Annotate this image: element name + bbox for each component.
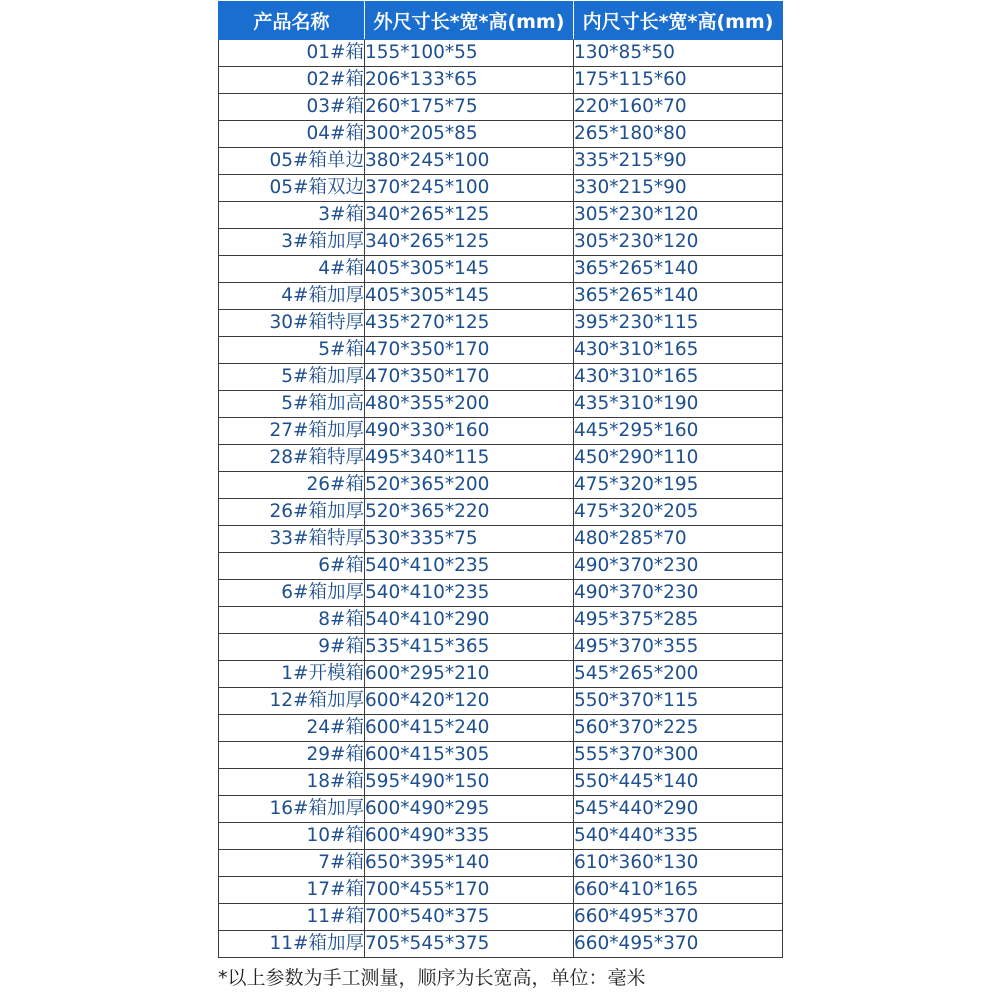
inner-size-cell: 475*320*195 — [574, 472, 783, 499]
product-name-cell: 9#箱 — [219, 634, 365, 661]
table-row — [219, 850, 783, 877]
outer-size-cell: 405*305*145 — [365, 283, 574, 310]
inner-size-cell: 610*360*130 — [574, 850, 783, 877]
table-header-row — [219, 2, 783, 40]
inner-size-cell: 660*495*370 — [574, 904, 783, 931]
product-name-cell: 6#箱加厚 — [219, 580, 365, 607]
outer-size-cell: 540*410*290 — [365, 607, 574, 634]
product-name-cell: 27#箱加厚 — [219, 418, 365, 445]
product-name-cell: 17#箱 — [219, 877, 365, 904]
product-name-cell: 24#箱 — [219, 715, 365, 742]
outer-size-cell: 380*245*100 — [365, 148, 574, 175]
product-name-cell: 26#箱 — [219, 472, 365, 499]
product-name-cell: 5#箱 — [219, 337, 365, 364]
product-name-cell: 18#箱 — [219, 769, 365, 796]
outer-size-cell: 405*305*145 — [365, 256, 574, 283]
inner-size-cell: 660*410*165 — [574, 877, 783, 904]
inner-size-cell: 365*265*140 — [574, 256, 783, 283]
inner-size-cell: 430*310*165 — [574, 364, 783, 391]
table-row — [219, 445, 783, 472]
table-row — [219, 607, 783, 634]
inner-size-cell: 435*310*190 — [574, 391, 783, 418]
product-name-cell: 16#箱加厚 — [219, 796, 365, 823]
outer-size-cell: 370*245*100 — [365, 175, 574, 202]
table-row — [219, 472, 783, 499]
table-row — [219, 121, 783, 148]
table-row — [219, 526, 783, 553]
table-row — [219, 364, 783, 391]
product-name-cell: 1#开模箱 — [219, 661, 365, 688]
table-row — [219, 742, 783, 769]
outer-size-cell: 700*455*170 — [365, 877, 574, 904]
product-name-cell: 3#箱 — [219, 202, 365, 229]
table-row — [219, 688, 783, 715]
table-row — [219, 283, 783, 310]
table-row — [219, 94, 783, 121]
inner-size-cell: 545*440*290 — [574, 796, 783, 823]
product-name-cell: 28#箱特厚 — [219, 445, 365, 472]
inner-size-cell: 130*85*50 — [574, 40, 783, 67]
product-name-cell: 02#箱 — [219, 67, 365, 94]
outer-size-cell: 600*490*295 — [365, 796, 574, 823]
inner-size-cell: 550*445*140 — [574, 769, 783, 796]
table-row — [219, 418, 783, 445]
table-row — [219, 661, 783, 688]
product-name-cell: 05#箱单边 — [219, 148, 365, 175]
table-row — [219, 769, 783, 796]
table-row — [219, 499, 783, 526]
outer-size-cell: 435*270*125 — [365, 310, 574, 337]
product-name-cell: 33#箱特厚 — [219, 526, 365, 553]
inner-size-cell: 305*230*120 — [574, 229, 783, 256]
inner-size-cell: 335*215*90 — [574, 148, 783, 175]
inner-size-cell: 430*310*165 — [574, 337, 783, 364]
table-row — [219, 391, 783, 418]
table-row — [219, 67, 783, 94]
product-name-cell: 26#箱加厚 — [219, 499, 365, 526]
outer-size-cell: 650*395*140 — [365, 850, 574, 877]
outer-size-cell: 535*415*365 — [365, 634, 574, 661]
inner-size-cell: 475*320*205 — [574, 499, 783, 526]
table-row — [219, 823, 783, 850]
outer-size-cell: 600*415*240 — [365, 715, 574, 742]
outer-size-cell: 155*100*55 — [365, 40, 574, 67]
inner-size-cell: 445*295*160 — [574, 418, 783, 445]
inner-size-cell: 305*230*120 — [574, 202, 783, 229]
inner-size-cell: 450*290*110 — [574, 445, 783, 472]
table-row — [219, 796, 783, 823]
inner-size-cell: 555*370*300 — [574, 742, 783, 769]
outer-size-cell: 206*133*65 — [365, 67, 574, 94]
outer-size-cell: 600*415*305 — [365, 742, 574, 769]
table-row — [219, 715, 783, 742]
outer-size-cell: 470*350*170 — [365, 364, 574, 391]
product-name-cell: 6#箱 — [219, 553, 365, 580]
product-name-cell: 10#箱 — [219, 823, 365, 850]
product-name-cell: 7#箱 — [219, 850, 365, 877]
table-row — [219, 310, 783, 337]
table-row — [219, 256, 783, 283]
outer-size-cell: 260*175*75 — [365, 94, 574, 121]
inner-size-cell: 330*215*90 — [574, 175, 783, 202]
inner-size-cell: 495*370*355 — [574, 634, 783, 661]
product-name-cell: 5#箱加厚 — [219, 364, 365, 391]
product-name-cell: 03#箱 — [219, 94, 365, 121]
outer-size-cell: 490*330*160 — [365, 418, 574, 445]
product-name-cell: 01#箱 — [219, 40, 365, 67]
product-name-cell: 4#箱 — [219, 256, 365, 283]
outer-size-cell: 340*265*125 — [365, 202, 574, 229]
product-name-cell: 3#箱加厚 — [219, 229, 365, 256]
inner-size-cell: 220*160*70 — [574, 94, 783, 121]
outer-size-cell: 600*420*120 — [365, 688, 574, 715]
inner-size-cell: 490*370*230 — [574, 553, 783, 580]
table-row — [219, 634, 783, 661]
outer-size-cell: 600*295*210 — [365, 661, 574, 688]
outer-size-cell: 540*410*235 — [365, 580, 574, 607]
table-row — [219, 553, 783, 580]
outer-size-cell: 520*365*220 — [365, 499, 574, 526]
table-row — [219, 904, 783, 931]
product-name-cell: 4#箱加厚 — [219, 283, 365, 310]
table-row — [219, 40, 783, 67]
outer-size-cell: 470*350*170 — [365, 337, 574, 364]
inner-size-cell: 560*370*225 — [574, 715, 783, 742]
inner-size-cell: 490*370*230 — [574, 580, 783, 607]
inner-size-cell: 550*370*115 — [574, 688, 783, 715]
product-name-cell: 12#箱加厚 — [219, 688, 365, 715]
outer-size-cell: 300*205*85 — [365, 121, 574, 148]
footnote: *以上参数为手工测量，顺序为长宽高，单位：毫米 — [218, 967, 646, 989]
product-name-cell: 11#箱 — [219, 904, 365, 931]
outer-size-cell: 705*545*375 — [365, 931, 574, 958]
table-row — [219, 175, 783, 202]
inner-size-cell: 540*440*335 — [574, 823, 783, 850]
table-row — [219, 580, 783, 607]
outer-size-cell: 340*265*125 — [365, 229, 574, 256]
header-product-name: 产品名称 — [219, 2, 365, 40]
table-body — [219, 40, 783, 958]
inner-size-cell: 545*265*200 — [574, 661, 783, 688]
table-row — [219, 337, 783, 364]
header-inner-size: 内尺寸长*宽*高(mm) — [574, 2, 783, 40]
table-row — [219, 229, 783, 256]
outer-size-cell: 700*540*375 — [365, 904, 574, 931]
inner-size-cell: 175*115*60 — [574, 67, 783, 94]
outer-size-cell: 600*490*335 — [365, 823, 574, 850]
product-name-cell: 11#箱加厚 — [219, 931, 365, 958]
inner-size-cell: 365*265*140 — [574, 283, 783, 310]
box-size-table — [218, 1, 783, 958]
outer-size-cell: 530*335*75 — [365, 526, 574, 553]
table-row — [219, 877, 783, 904]
outer-size-cell: 495*340*115 — [365, 445, 574, 472]
inner-size-cell: 495*375*285 — [574, 607, 783, 634]
inner-size-cell: 265*180*80 — [574, 121, 783, 148]
inner-size-cell: 480*285*70 — [574, 526, 783, 553]
outer-size-cell: 520*365*200 — [365, 472, 574, 499]
outer-size-cell: 595*490*150 — [365, 769, 574, 796]
inner-size-cell: 660*495*370 — [574, 931, 783, 958]
product-name-cell: 30#箱特厚 — [219, 310, 365, 337]
table-row — [219, 202, 783, 229]
table-row — [219, 148, 783, 175]
product-name-cell: 5#箱加高 — [219, 391, 365, 418]
product-name-cell: 04#箱 — [219, 121, 365, 148]
outer-size-cell: 480*355*200 — [365, 391, 574, 418]
header-outer-size: 外尺寸长*宽*高(mm) — [365, 2, 574, 40]
table-row — [219, 931, 783, 958]
inner-size-cell: 395*230*115 — [574, 310, 783, 337]
product-name-cell: 8#箱 — [219, 607, 365, 634]
outer-size-cell: 540*410*235 — [365, 553, 574, 580]
product-name-cell: 05#箱双边 — [219, 175, 365, 202]
product-name-cell: 29#箱 — [219, 742, 365, 769]
